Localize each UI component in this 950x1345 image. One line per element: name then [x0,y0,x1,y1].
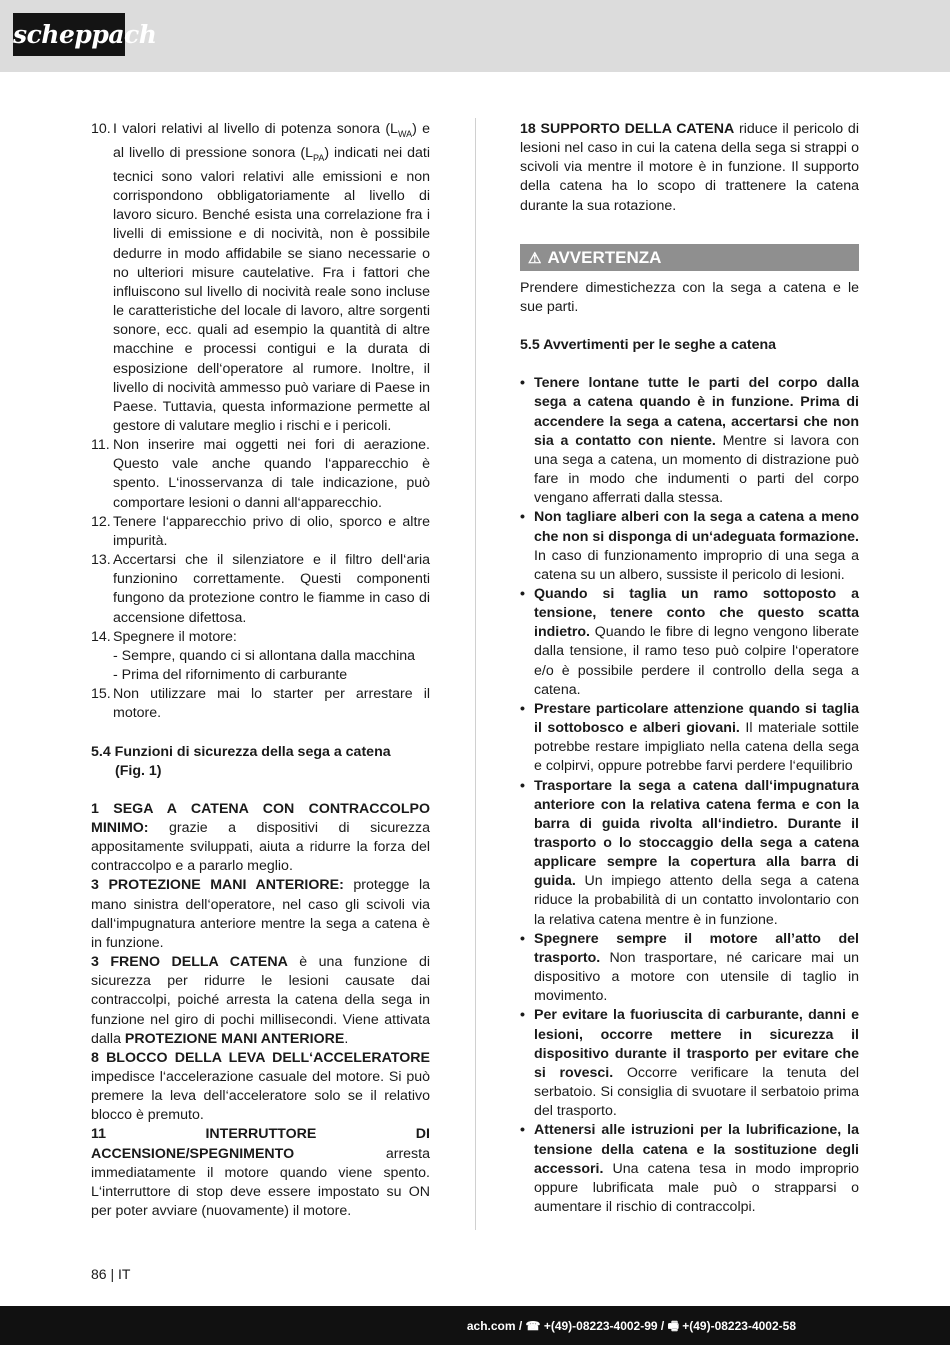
section-heading-5-4-fig: (Fig. 1) [115,762,162,779]
list-item-15: 15. Non utilizzare mai lo starter per arrestare il motore. [91,686,430,722]
list-item-10-text: I valori relativi al livello di potenza sonora $(L_{WA})$ e al livello di pressione sonora $(L_{PA})$ indicati nei dati tecnici sono valori relativi alle emissioni e non corrispondono obbligatoriamente al livello di lavoro sicuro. Benché esista una correlazione fra i livelli di emissione e di nocività, non è possibile dedurre in modo affidabile se siano necessarie o no ulteriori misure cautelative. Fra i fattori che influiscono sul livello di nocività reale sono incluse le caratteristiche del locale di lavoro, altre sorgenti sonore, ecc. quali ad esempio la quantità di altre macchine e processi contigui e la durata di esposizione dell‘operatore al rumore. Inoltre, il livello di nocività ammesso può variare di Paese in Paese. Tuttavia, questa informazione permette al gestore di valutare meglio i rischi e i pericoli. [113,121,431,434]
bullet-item: • Trasportare la sega a catena dall‘impugnatura anteriore con la relativa catena ferma e con la barra di guida rivolta all‘indietro. Durante il trasporto o lo stoccaggio della sega a catena applicare sempre la copertura alla barra di guida. Un impiego attento della sega a catena riduce la probabilità di un contatto involontario con la relativa catena mentre è in funzione. [520,777,859,928]
list-item-13: 13. Accertarsi che il silenziatore e il filtro dell‘aria funzionino correttamente. Questi componenti fungono da protezione contro le fiamme in caso di accensione difettosa. [91,552,430,626]
left-column [91,120,430,1221]
warning-icon: ⚠ [528,249,542,267]
feature-on-off-switch: 11 INTERRUTTORE DI ACCENSIONE/SPEGNIMENTO arresta immediatamente il motore quando viene spento. L‘interruttore di stop deve essere impostato su ON per poter avviare (nuovamente) il motore. [91,1126,430,1220]
bullet-item: • Quando si taglia un ramo sottoposto a tensione, tenere conto che questo scatta indietro. Quando le fibre di legno vengono liberate dalla tensione, il ramo teso può colpire l‘operatore e/o è possibile perdere il controllo della sega a catena. [520,585,859,698]
contact-info: ach.com / ☎ +(49)-08223-4002-99 / 🖷 +(49)-08223-4002-58 [466,1319,796,1333]
warning-text: Prendere dimestichezza con la sega a catena e le sue parti. [520,279,859,315]
bullet-item: • Per evitare la fuoriuscita di carburante, danni e lesioni, occorre mettere in sicurezza il dispositivo durante il trasporto per evitare che si rovesci. Occorre verificare la tenuta del serbatoio. Si consiglia di svuotare il serbatoio prima del trasporto. [520,1007,859,1120]
bullet-item: • Non tagliare alberi con la sega a catena a meno che non si disponga di un‘adeguata formazione. In caso di funzionamento improprio di una sega a catena su un albero, sussiste il pericolo di lesioni. [520,509,859,583]
bullet-item: • Attenersi alle istruzioni per la lubrificazione, la tensione della catena e la sostituzione degli accessori. Una catena tesa in modo improprio oppure lubrificata male può o strapparsi o aumentare il rischio di contraccolpi. [520,1122,859,1215]
section-heading-5-5: 5.5 Avvertimenti per le seghe a catena [520,337,777,354]
right-column [520,120,859,1217]
feature-chain-catcher: 18 SUPPORTO DELLA CATENA riduce il pericolo di lesioni nel caso in cui la catena della sega si strappi o scivoli via mentre il motore è in funzione. Il supporto della catena ha lo scopo di trattenere la catena durante la sua rotazione. [520,121,859,214]
list-item-10: 10. I valori relativi al livello di potenza sonora $(L_{WA})$ e al livello di pressione sonora $(L_{PA})$ indicati nei dati tecnici sono valori relativi alle emissioni e non corrispondono obbligatoriamente al livello di lavoro sicuro. Benché esista una correlazione fra i livelli di emissione e di nocività, non è possibile dedurre in modo affidabile se siano necessarie o no ulteriori misure cautelative. Fra i fattori che influiscono sul livello di nocività reale sono incluse le caratteristiche del locale di lavoro, altre sorgenti sonore, ecc. quali ad esempio la quantità di altre macchine e processi contigui e la durata di esposizione dell‘operatore al rumore. Inoltre, il livello di nocività ammesso può variare di Paese in Paese. Tuttavia, questa informazione permette al gestore di valutare meglio i rischi e i pericoli. [91,120,430,436]
list-item-14-sub-1: - Sempre, quando ci si allontana dalla macchina [113,647,416,664]
column-divider [475,118,476,1230]
list-item-11: 11. Non inserire mai oggetti nei fori di aerazione. Questo vale anche quando l‘apparecchio è spento. L‘inosservanza di tale indicazione, può comportare lesioni o danni all‘apparecchio. [91,437,430,511]
feature-chain-brake: 3 FRENO DELLA CATENA è una funzione di sicurezza per ridurre le lesioni causate dai contraccolpi, poiché arresta la catena della sega in funzione nel giro di pochi millisecondi. Viene attivata dalla PROTEZIONE MANI ANTERIORE. [91,954,430,1047]
list-item-12: 12. Tenere l‘apparecchio privo di olio, sporco e altre impurità. [91,513,430,549]
feature-hand-guard: 3 PROTEZIONE MANI ANTERIORE: protegge la mano sinistra dell‘operatore, nel caso gli scivoli via dall‘impugnatura anteriore mentre la sega a catena è in funzione. [91,877,430,951]
list-item-14-sub-2: - Prima del rifornimento di carburante [113,667,348,684]
brand-logo: scheppach [13,13,125,56]
feature-throttle-lock: 8 BLOCCO DELLA LEVA DELL‘ACCELERATORE impedisce l‘accelerazione casuale del motore. Si può premere la leva dell‘acceleratore solo se il relativo blocco è premuto. [91,1049,430,1124]
page-number: 86 | IT [91,1266,131,1282]
section-heading-5-4: 5.4 Funzioni di sicurezza della sega a catena [91,743,391,760]
bullet-item: • Prestare particolare attenzione quando si taglia il sottobosco e alberi giovani. Il materiale sottile potrebbe restare impigliato nella catena della sega e colpirvi, oppure potrebbe farvi perdere l‘equilibrio [520,700,859,775]
bullet-item: • Tenere lontane tutte le parti del corpo dalla sega a catena quando è in funzione. Prima di accendere la sega a catena, accertarsi che non sia a contatto con niente. Mentre si lavora con una sega a catena, un momento di distrazione può fare in modo che indumenti o parti del corpo vengano afferrati dalla stessa. [520,375,859,507]
feature-kickback: 1 SEGA A CATENA CON CONTRACCOLPO MINIMO: grazie a dispositivi di sicurezza appositamente sviluppati, aiuta a ridurre la forza del contraccolpo e a pararlo meglio. [91,800,430,875]
page-header [0,0,950,72]
language-code: IT [118,1266,131,1282]
footer-contact-bar [0,1306,950,1345]
warning-banner [520,244,859,271]
list-item-14: 14. Spegnere il motore: - Sempre, quando ci si allontana dalla macchina - Prima del rifornimento di carburante [91,628,416,684]
warning-label: AVVERTENZA [547,247,662,267]
bullet-item: • Spegnere sempre il motore all’atto del trasporto. Non trasportare, né caricare mai un dispositivo a motore con utensile di taglio in movimento. [520,930,859,1005]
